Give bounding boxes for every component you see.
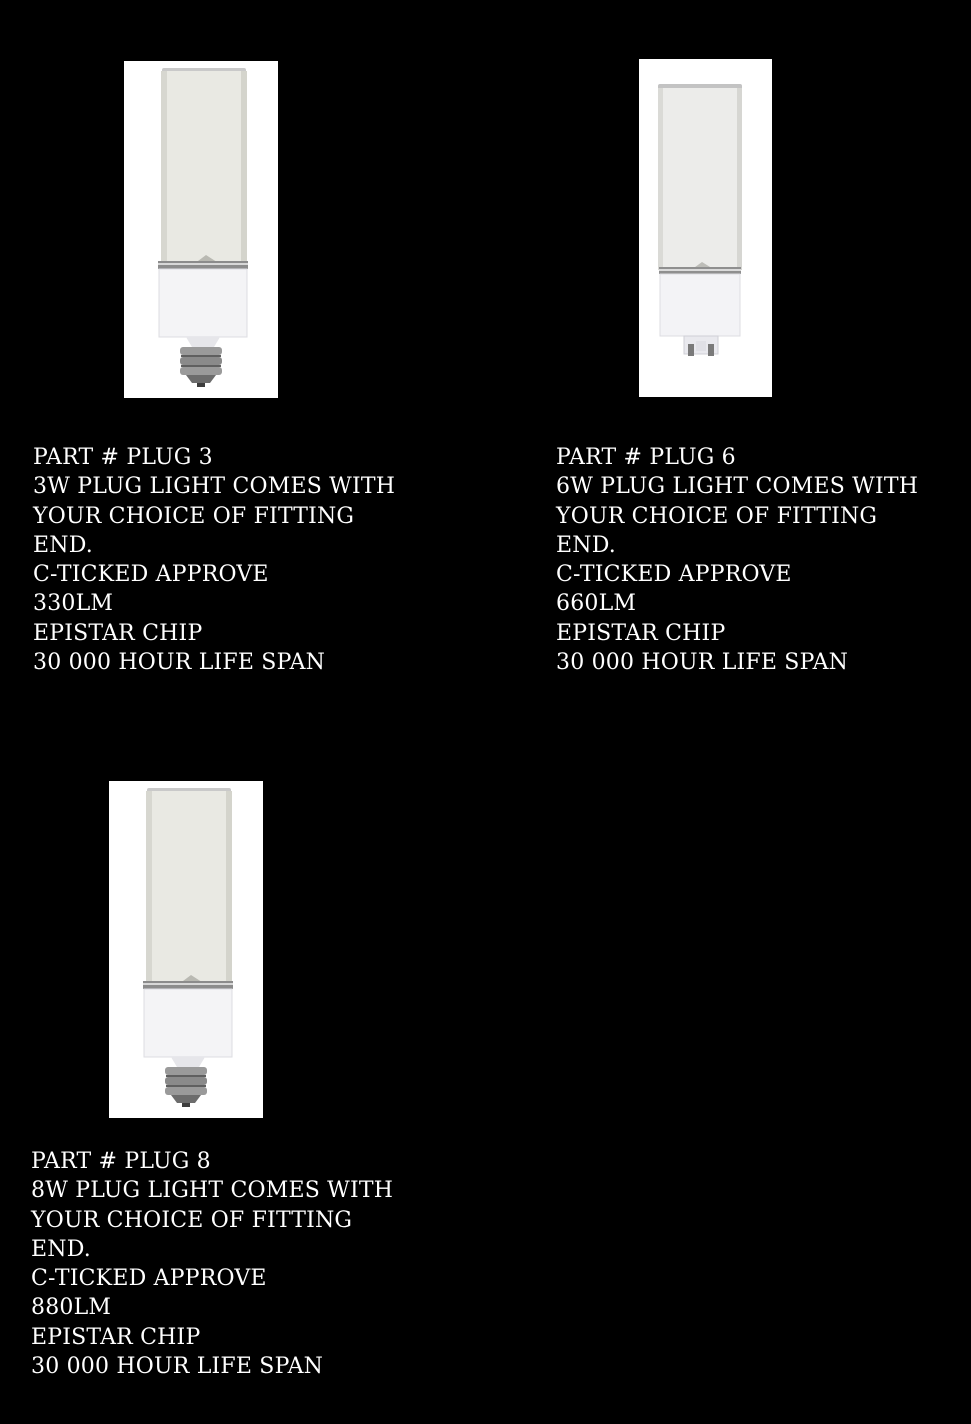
description-line: YOUR CHOICE OF FITTING	[31, 1207, 353, 1233]
approval-line: C-TICKED APPROVE	[31, 1266, 267, 1292]
product-specs-list	[556, 443, 918, 677]
plug-light-screw-base-image	[109, 781, 263, 1118]
approval-line: C-TICKED APPROVE	[556, 562, 792, 588]
e27-screw-base-plug-light-photo	[124, 61, 278, 398]
life-span: 30 000 HOUR LIFE SPAN	[31, 1354, 324, 1380]
lumen-rating: 880LM	[31, 1295, 112, 1321]
description-line: END.	[33, 532, 93, 558]
product-specs-list	[31, 1147, 393, 1381]
plug-light-pin-base-image	[639, 59, 772, 397]
g24-pin-base-plug-light-photo	[639, 59, 772, 397]
description-line: 3W PLUG LIGHT COMES WITH	[33, 474, 396, 500]
chip-type: EPISTAR CHIP	[556, 620, 726, 646]
part-number: PART # PLUG 8	[31, 1149, 211, 1174]
description-line: YOUR CHOICE OF FITTING	[556, 503, 878, 529]
description-line: YOUR CHOICE OF FITTING	[33, 503, 355, 529]
description-line: END.	[31, 1236, 91, 1262]
life-span: 30 000 HOUR LIFE SPAN	[556, 650, 849, 676]
description-line: 6W PLUG LIGHT COMES WITH	[556, 474, 919, 500]
part-number: PART # PLUG 6	[556, 445, 736, 470]
description-line: 8W PLUG LIGHT COMES WITH	[31, 1178, 394, 1204]
chip-type: EPISTAR CHIP	[31, 1324, 201, 1350]
e27-screw-base-plug-light-photo	[109, 781, 263, 1118]
part-number: PART # PLUG 3	[33, 445, 213, 470]
lumen-rating: 660LM	[556, 591, 637, 617]
plug-light-screw-base-image	[124, 61, 278, 398]
product-specs-list	[33, 443, 395, 677]
life-span: 30 000 HOUR LIFE SPAN	[33, 650, 326, 676]
approval-line: C-TICKED APPROVE	[33, 562, 269, 588]
lumen-rating: 330LM	[33, 591, 114, 617]
description-line: END.	[556, 532, 616, 558]
chip-type: EPISTAR CHIP	[33, 620, 203, 646]
